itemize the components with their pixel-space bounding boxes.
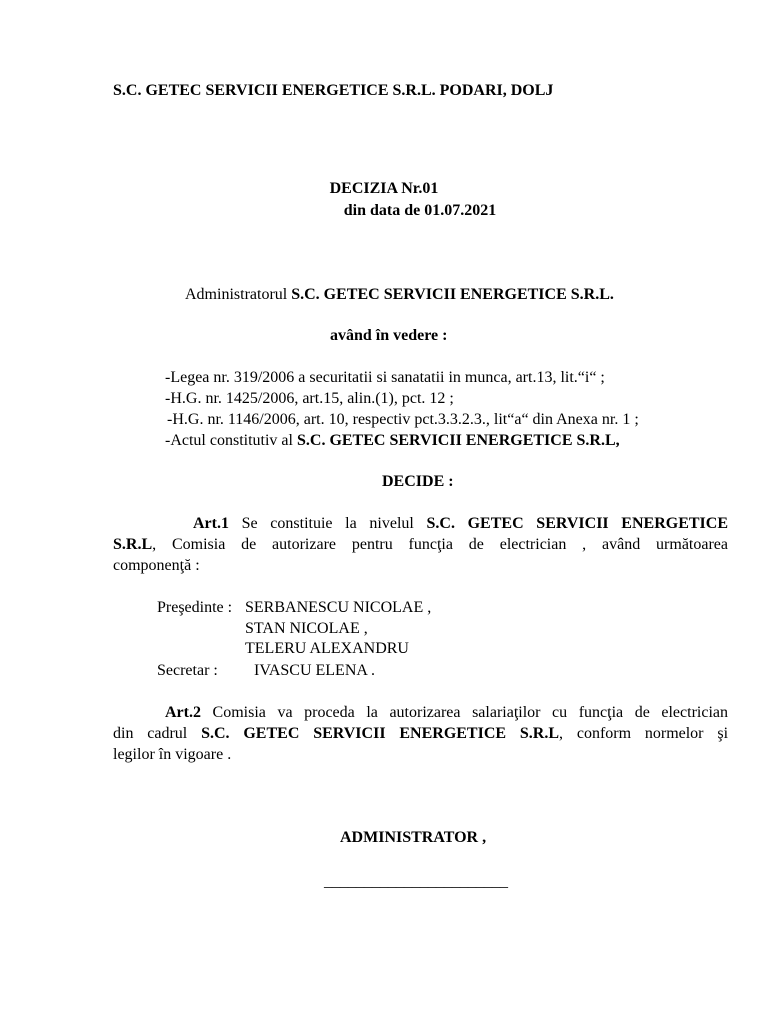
- secretary-label: Secretar :: [157, 662, 218, 679]
- company-header: S.C. GETEC SERVICII ENERGETICE S.R.L. PODARI, DOLJ: [113, 82, 554, 99]
- member-name: STAN NICOLAE ,: [245, 620, 368, 637]
- art2-suffix: , conform normelor şi: [559, 725, 729, 742]
- art1-text: Se constituie la nivelul: [228, 515, 427, 532]
- intro-line: [185, 284, 614, 306]
- intro-prefix: Administratorul: [185, 286, 292, 303]
- art2-prefix: din cadrul: [113, 725, 202, 742]
- decision-date: din data de 01.07.2021: [343, 202, 497, 219]
- considering-heading: având în vedere :: [330, 327, 448, 344]
- reference-item-last: [165, 430, 620, 452]
- art1-label: Art.1: [193, 515, 229, 532]
- art2-text: Comisia va proceda la autorizarea salariaţilor cu funcţia de electrician: [200, 704, 728, 721]
- art2-label: Art.2: [165, 704, 201, 721]
- signature-title: ADMINISTRATOR ,: [340, 829, 487, 846]
- reference-item: -H.G. nr. 1425/2006, art.15, alin.(1), pct. 12 ;: [165, 390, 454, 407]
- reference-item: -Legea nr. 319/2006 a securitatii si sanatatii in munca, art.13, lit.“i“ ;: [165, 369, 605, 386]
- reference-item: -H.G. nr. 1146/2006, art. 10, respectiv pct.3.3.2.3., lit“a“ din Anexa nr. 1 ;: [167, 411, 639, 428]
- art1-text-cont: , Comisia de autorizare pentru funcţia de electrician , având următoarea: [152, 536, 728, 553]
- art2-line2: [113, 723, 728, 745]
- art1-company-cont: S.R.L: [113, 536, 153, 553]
- president-name: SERBANESCU NICOLAE ,: [245, 599, 432, 616]
- president-label: Preşedinte :: [157, 599, 233, 616]
- decision-title: DECIZIA Nr.01: [329, 180, 439, 197]
- art1-line2: [113, 534, 728, 556]
- art2-company: S.C. GETEC SERVICII ENERGETICE S.R.L: [201, 725, 560, 742]
- signature-line: _______________________: [324, 873, 508, 890]
- art2-line1: [165, 702, 728, 724]
- reference-last-prefix: -Actul constitutiv al: [165, 432, 297, 449]
- secretary-name: IVASCU ELENA .: [254, 662, 376, 679]
- reference-last-company: S.C. GETEC SERVICII ENERGETICE S.R.L,: [296, 432, 620, 449]
- member-name: TELERU ALEXANDRU: [245, 640, 409, 657]
- decide-heading: DECIDE :: [382, 473, 454, 490]
- art1-line3: componenţă :: [113, 557, 200, 574]
- art1-company: S.C. GETEC SERVICII ENERGETICE: [426, 515, 729, 532]
- art2-line3: legilor în vigoare .: [113, 746, 232, 763]
- intro-company: S.C. GETEC SERVICII ENERGETICE S.R.L.: [291, 286, 614, 303]
- art1-line1: [193, 513, 728, 535]
